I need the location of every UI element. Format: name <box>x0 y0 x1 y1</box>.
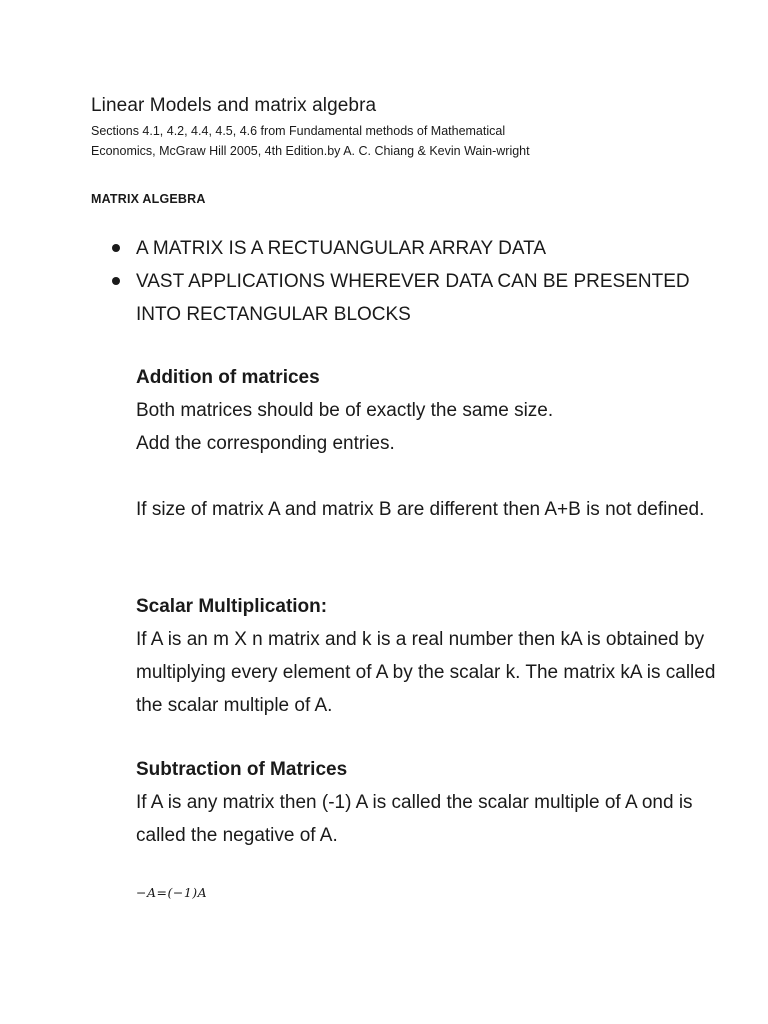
addition-line: Both matrices should be of exactly the same size. <box>136 400 554 421</box>
bullet-list <box>112 232 712 331</box>
subtraction-heading: Subtraction of Matrices <box>136 759 348 780</box>
bullet-dot-icon <box>112 277 120 285</box>
addition-line: If size of matrix A and matrix B are different then A+B is not defined. <box>136 499 705 520</box>
bullet-dot-icon <box>112 244 120 252</box>
document-subtitle: Sections 4.1, 4.2, 4.4, 4.5, 4.6 from Fundamental methods of Mathematical Economics, McGraw Hill 2005, 4th Edition.by A. C. Chiang & Kevin Wain-wright <box>91 124 530 158</box>
scalar-heading: Scalar Multiplication: <box>136 596 328 617</box>
subtraction-text: If A is any matrix then (-1) A is called the scalar multiple of A ond is called the negative of A. <box>136 792 693 846</box>
addition-heading: Addition of matrices <box>136 367 320 388</box>
bullet-text: VAST APPLICATIONS WHEREVER DATA CAN BE PRESENTED INTO RECTANGULAR BLOCKS <box>136 271 690 325</box>
addition-line: Add the corresponding entries. <box>136 433 395 454</box>
bullet-item <box>112 265 712 331</box>
section-label: MATRIX ALGEBRA <box>91 192 206 206</box>
scalar-text: If A is an m X n matrix and k is a real number then kA is obtained by multiplying every element of A by the scalar k. The matrix kA is called the scalar multiple of A. <box>136 629 716 716</box>
subtraction-section <box>136 753 716 852</box>
negative-formula: −A=(−1)A <box>136 885 208 900</box>
document-title: Linear Models and matrix algebra <box>91 95 377 116</box>
bullet-text: A MATRIX IS A RECTUANGULAR ARRAY DATA <box>136 238 547 259</box>
scalar-section <box>136 590 716 722</box>
bullet-item <box>112 232 712 265</box>
addition-section <box>136 361 716 526</box>
